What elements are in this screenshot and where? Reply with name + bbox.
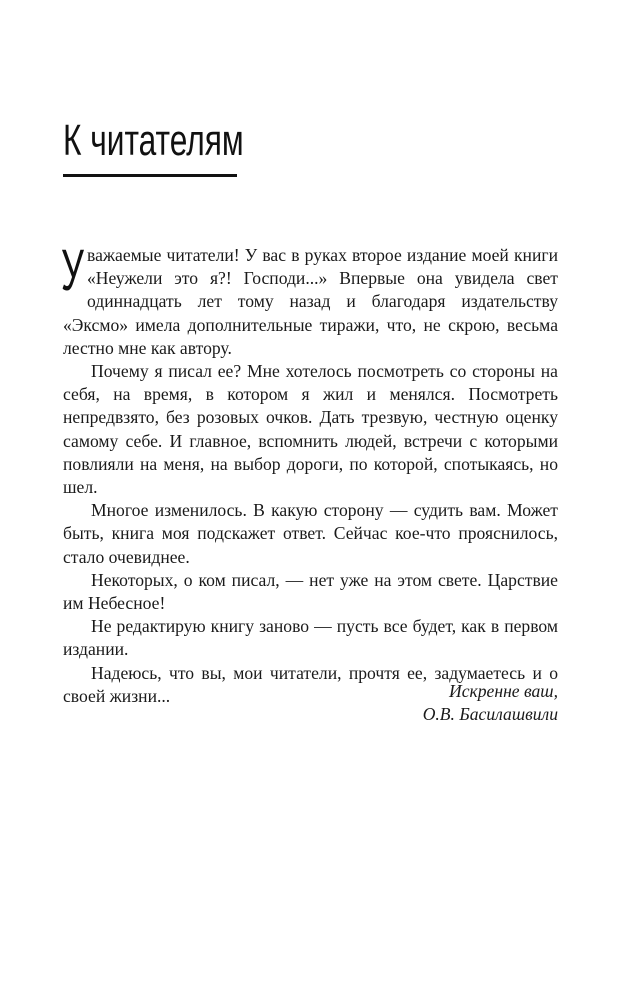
paragraph-3: Многое изменилось. В какую сторону — судить вам. Может быть, книга моя подскажет ответ. Сейчас кое-что прояснилось, стало очевиднее. [63,500,558,567]
body-text [61,238,558,708]
drop-cap-letter: У [61,238,84,303]
title-underline [63,174,237,177]
signature-closing: Искренне ваш, [448,681,558,701]
paragraph-5: Не редактирую книгу заново — пусть все будет, как в первом издании. [63,616,558,660]
paragraph-2: Почему я писал ее? Мне хотелось посмотреть со стороны на себя, на время, в котором я жил и менялся. Посмотреть непредвзято, без розовых очков. Дать трезвую, честную оценку самому себе. И главное, вспомнить людей, встречи с которыми повлияли на меня, на выбор дороги, по которой, спотыкаясь, но шел. [63,361,558,498]
paragraph-1 [61,238,558,360]
paragraph-1-text: важаемые читатели! У вас в руках второе издание моей книги «Неужели это я?! Господи...» Впервые она увидела свет одиннадцать лет тому назад и благодаря издательству «Эксмо» имела дополнительные тиражи, что, не скрою, весьма лестно мне как автору. [63,245,558,358]
paragraph-4: Некоторых, о ком писал, — нет уже на этом свете. Царствие им Небесное! [63,569,558,614]
signature [423,680,558,726]
paragraph-6: Надеюсь, что вы, мои читатели, прочтя ее, задумаетесь и о своей жизни... [63,662,558,706]
signature-author: О.В. Басилашвили [422,704,558,725]
page-title: К читателям [63,116,244,165]
